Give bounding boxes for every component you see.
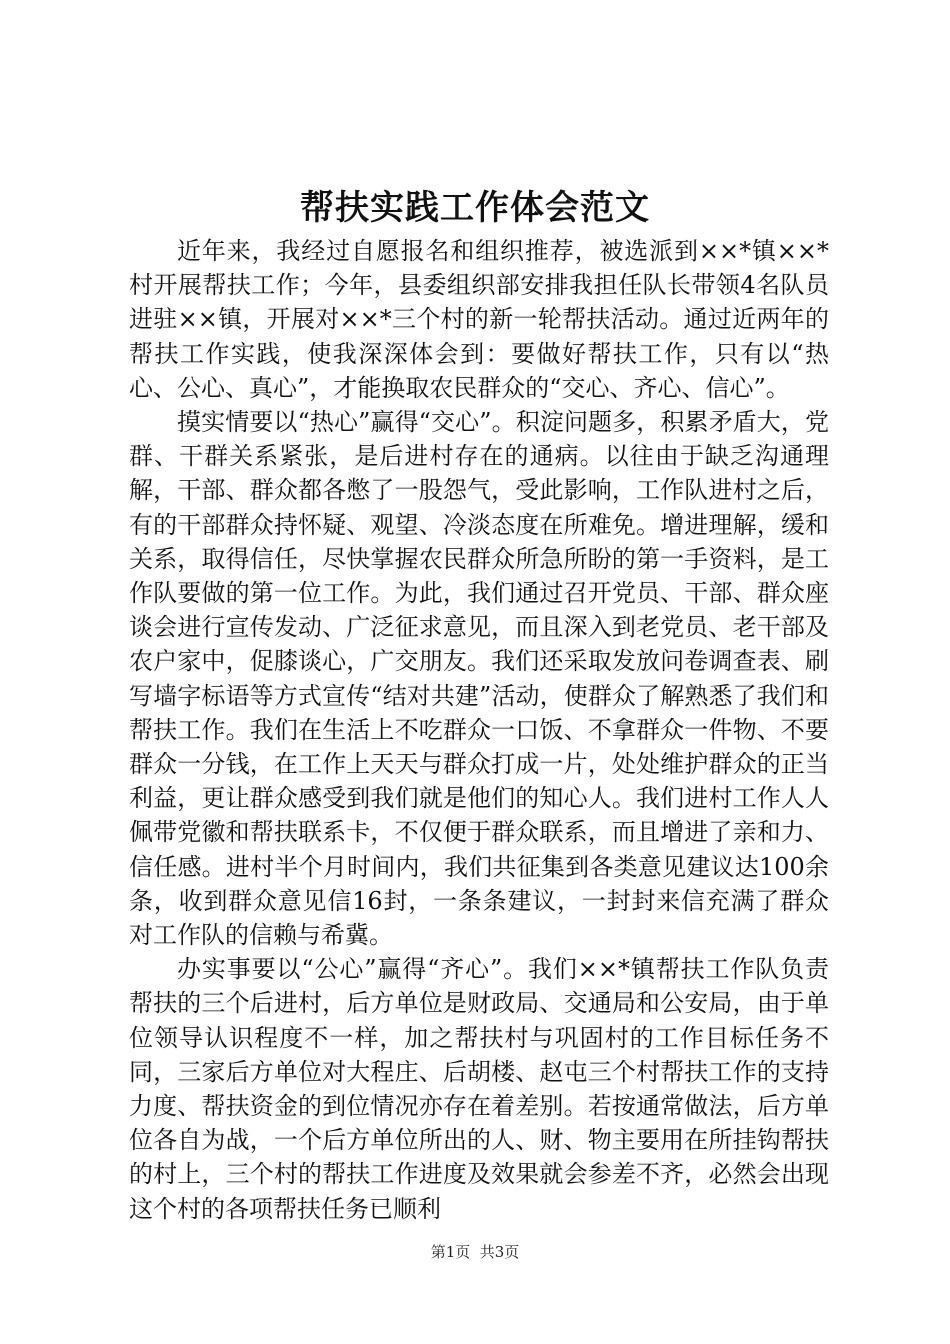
page-footer <box>0 1242 950 1262</box>
paragraph-warm-heart: 摸实情要以“热心”赢得“交心”。积淀问题多，积累矛盾大，党群、干群关系紧张，是后进村存在的通病。以往由于缺乏沟通理解，干部、群众都各憋了一股怨气，受此影响，工作队进村之后，有的干部群众持怀疑、观望、冷淡态度在所难免。增进理解，缓和关系，取得信任，尽快掌握农民群众所急所盼的第一手资料，是工作队要做的第一位工作。为此，我们通过召开党员、干部、群众座谈会进行宣传发动、广泛征求意见，而且深入到老党员、老干部及农户家中，促膝谈心，广交朋友。我们还采取发放问卷调查表、刷写墙字标语等方式宣传“结对共建”活动，使群众了解熟悉了我们和帮扶工作。我们在生活上不吃群众一口饭、不拿群众一件物、不要群众一分钱，在工作上天天与群众打成一片，处处维护群众的正当利益，更让群众感受到我们就是他们的知心人。我们进村工作人人佩带党徽和帮扶联系卡，不仅便于群众联系，而且增进了亲和力、信任感。进村半个月时间内，我们共征集到各类意见建议达100余条，收到群众意见信16封，一条条建议，一封封来信充满了群众对工作队的信赖与希冀。 <box>129 408 829 950</box>
page-number-label: 第1页 共3页 <box>430 1243 520 1261</box>
paragraph-public-heart: 办实事要以“公心”赢得“齐心”。我们××*镇帮扶工作队负责帮扶的三个后进村，后方单位是财政局、交通局和公安局，由于单位领导认识程度不一样，加之帮扶村与巩固村的工作目标任务不同，三家后方单位对大程庄、后胡楼、赵屯三个村帮扶工作的支持力度、帮扶资金的到位情况亦存在着差别。若按通常做法，后方单位各自为战，一个后方单位所出的人、财、物主要用在所挂钩帮扶的村上，三个村的帮扶工作进度及效果就会参差不齐，必然会出现这个村的各项帮扶任务已顺利 <box>129 955 829 1223</box>
paragraph-intro: 近年来，我经过自愿报名和组织推荐，被选派到××*镇××*村开展帮扶工作；今年，县委组织部安排我担任队长带领4名队员进驻××镇，开展对××*三个村的新一轮帮扶活动。通过近两年的帮扶工作实践，使我深深体会到：要做好帮扶工作，只有以“热心、公心、真心”，才能换取农民群众的“交心、齐心、信心”。 <box>129 237 829 402</box>
document-body <box>129 234 829 1226</box>
document-title: 帮扶实践工作体会范文 <box>300 188 650 228</box>
